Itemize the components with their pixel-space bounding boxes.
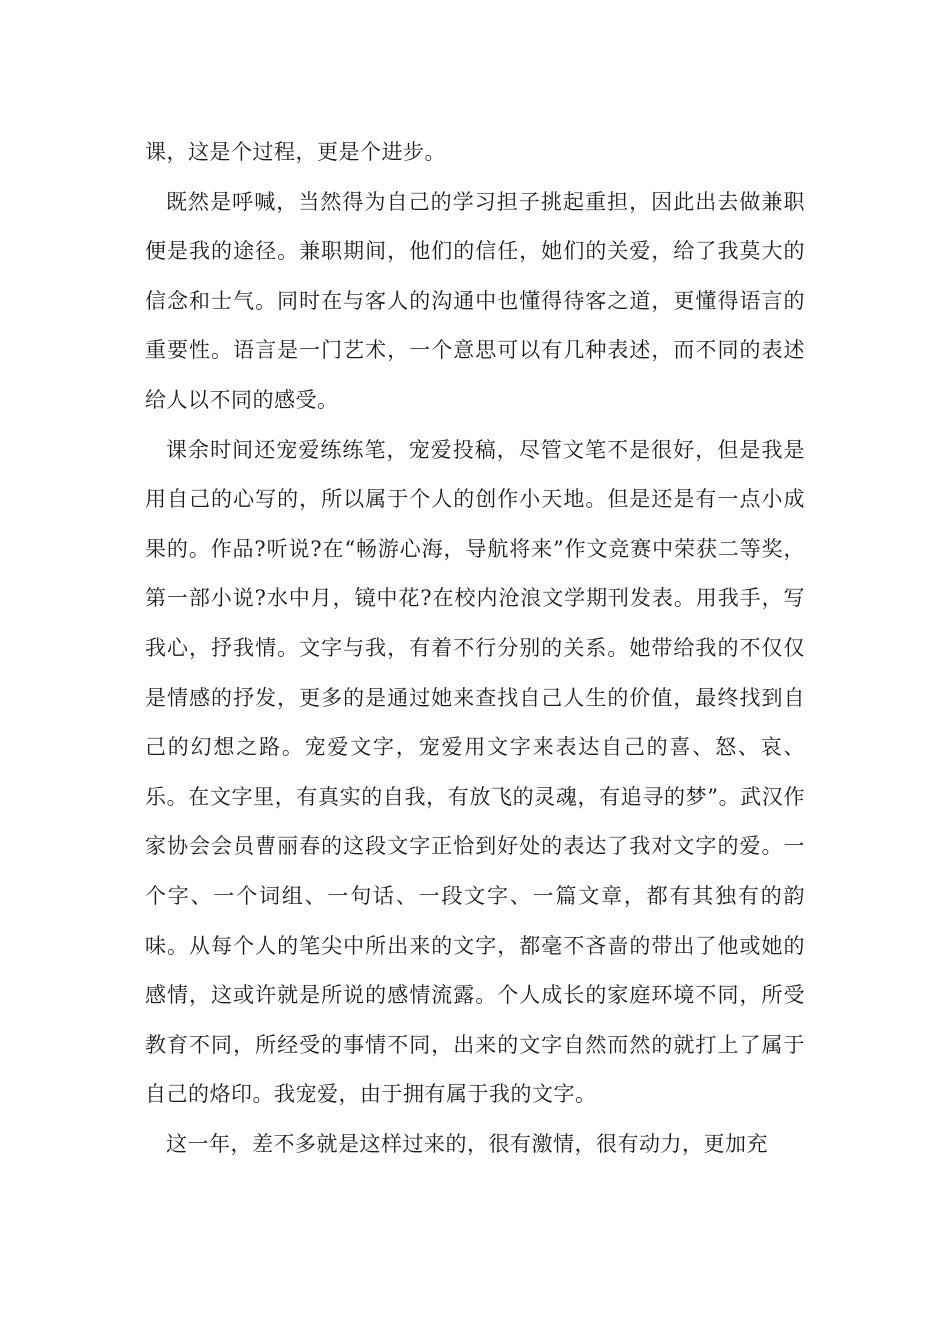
paragraph-1: 课，这是个过程，更是个进步。 (145, 140, 446, 164)
paragraph-4: 这一年，差不多就是这样过来的，很有激情，很有动力，更加充 (166, 1131, 768, 1156)
document-page (145, 128, 805, 1169)
paragraph-3: 课余时间还宠爱练练笔，宠爱投稿，尽管文笔不是很好，但是我是用自己的心写的，所以属于个人的创作小天地。但是还是有一点小成果的。作品?听说?在“畅游心海，导航将来”作文竞赛中荣获二等奖，第一部小说?水中月，镜中花?在校内沧浪文学期刊发表。用我手，写我心，抒我情。文字与我，有着不行分别的关系。她带给我的不仅仅是情感的抒发，更多的是通过她来查找自己人生的价值，最终找到自己的幻想之路。宠爱文字，宠爱用文字来表达自己的喜、怒、哀、乐。在文字里，有真实的自我，有放飞的灵魂，有追寻的梦”。武汉作家协会会员曹丽春的这段文字正恰到好处的表达了我对文字的爱。一个字、一个词组、一句话、一段文字、一篇文章，都有其独有的韵味。从每个人的笔尖中所出来的文字，都毫不吝啬的带出了他或她的感情，这或许就是所说的感情流露。个人成长的家庭环境不同，所受教育不同，所经受的事情不同，出来的文字自然而然的就打上了属于自己的烙印。我宠爱，由于拥有属于我的文字。 (145, 437, 805, 1107)
paragraph-2: 既然是呼喊，当然得为自己的学习担子挑起重担，因此出去做兼职便是我的途径。兼职期间，他们的信任，她们的关爱，给了我莫大的信念和士气。同时在与客人的沟通中也懂得待客之道，更懂得语言的重要性。语言是一门艺术，一个意思可以有几种表述，而不同的表述给人以不同的感受。 (145, 189, 805, 412)
